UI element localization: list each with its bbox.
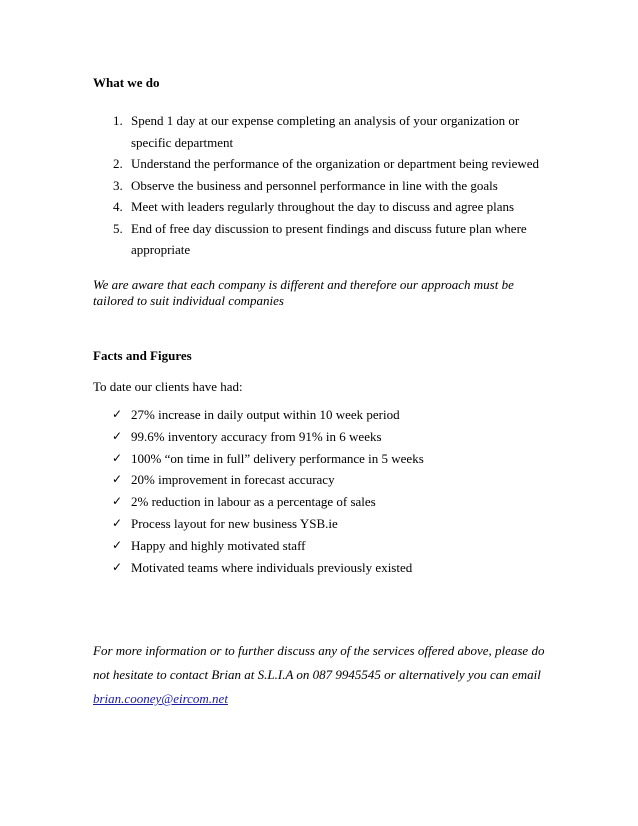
- checkmark-icon: ✓: [112, 450, 123, 465]
- list-item: [93, 153, 553, 175]
- list-item: [93, 218, 553, 261]
- contact-line-1: For more information or to further discuss any of the services offered above, please do: [93, 643, 545, 658]
- list-item-text: Understand the performance of the organization or department being reviewed: [131, 156, 540, 171]
- section-heading-what-we-do: What we do: [93, 75, 160, 90]
- list-item-text-continued: specific department: [131, 134, 234, 150]
- contact-paragraph: [93, 639, 563, 711]
- checkmark-icon: ✓: [112, 559, 123, 574]
- list-item-text: Meet with leaders regularly throughout the day to discuss and agree plans: [131, 199, 515, 214]
- list-number: 3.: [113, 177, 123, 193]
- list-item: [93, 491, 553, 513]
- email-link[interactable]: brian.cooney@eircom.net: [93, 691, 228, 706]
- fact-text: 100% “on time in full” delivery performance in 5 weeks: [131, 450, 424, 466]
- note-line-1: We are aware that each company is different and therefore our approach must be: [93, 277, 514, 292]
- list-number: 4.: [113, 199, 123, 214]
- fact-text: 27% increase in daily output within 10 week period: [131, 407, 400, 422]
- fact-text: 20% improvement in forecast accuracy: [131, 472, 335, 488]
- list-item-text: Spend 1 day at our expense completing an analysis of your organization or: [131, 113, 520, 128]
- fact-text: 99.6% inventory accuracy from 91% in 6 weeks: [131, 428, 382, 444]
- tailored-approach-note: [93, 277, 553, 308]
- list-item: [93, 535, 553, 557]
- fact-text: 2% reduction in labour as a percentage of sales: [131, 494, 376, 510]
- list-number: 2.: [113, 156, 123, 171]
- checkmark-icon: ✓: [112, 407, 123, 421]
- list-item: [93, 404, 553, 426]
- list-item: [93, 469, 553, 491]
- list-item-text: Observe the business and personnel performance in line with the goals: [131, 177, 498, 193]
- section-heading-facts-and-figures: Facts and Figures: [93, 348, 192, 363]
- list-item: [93, 426, 553, 448]
- list-item: [93, 196, 553, 218]
- checkmark-icon: ✓: [112, 428, 123, 443]
- checkmark-icon: ✓: [112, 494, 123, 509]
- fact-text: Motivated teams where individuals previously existed: [131, 559, 413, 575]
- list-number: 5.: [113, 220, 123, 236]
- fact-text: Process layout for new business YSB.ie: [131, 515, 338, 531]
- facts-list: [93, 404, 553, 578]
- facts-intro: To date our clients have had:: [93, 379, 243, 394]
- checkmark-icon: ✓: [112, 515, 123, 530]
- list-item: [93, 557, 553, 579]
- list-item-text-continued: appropriate: [131, 242, 191, 257]
- list-item: [93, 513, 553, 535]
- checkmark-icon: ✓: [112, 472, 123, 487]
- list-item: [93, 175, 553, 197]
- note-line-2: tailored to suit individual companies: [93, 292, 284, 308]
- list-number: 1.: [113, 113, 123, 128]
- contact-line-2: not hesitate to contact Brian at S.L.I.A on 087 9945545 or alternatively you can email: [93, 667, 541, 682]
- checkmark-icon: ✓: [112, 537, 123, 552]
- list-item-text: End of free day discussion to present findings and discuss future plan where: [131, 220, 527, 236]
- fact-text: Happy and highly motivated staff: [131, 537, 306, 553]
- list-item: [93, 448, 553, 470]
- list-item: [93, 110, 553, 153]
- steps-list: [93, 110, 553, 261]
